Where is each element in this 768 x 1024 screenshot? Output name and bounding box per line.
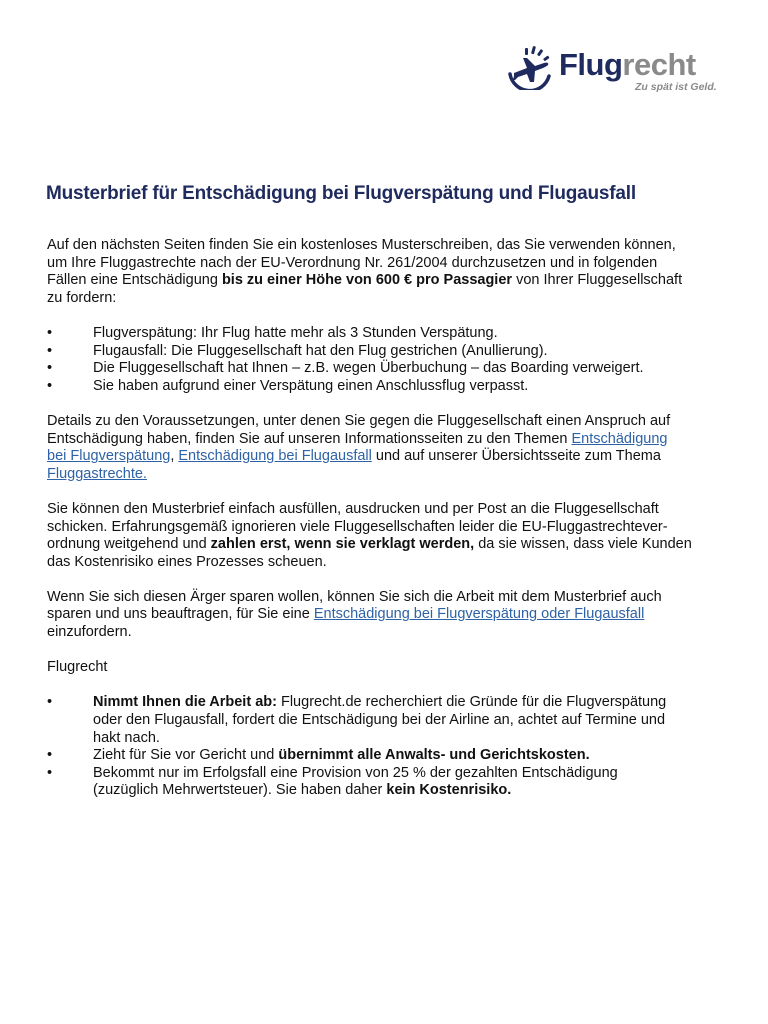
hire-line-2a: sparen und uns beauftragen, für Sie eine <box>47 606 314 623</box>
bullet: • <box>47 747 53 764</box>
bullet: • <box>47 694 53 711</box>
cases-list <box>47 325 727 395</box>
benefit-3-line-2a: (zuzüglich Mehrwertsteuer). Sie haben daher <box>93 782 387 799</box>
logo-word-recht: recht <box>622 47 696 82</box>
list-item <box>47 325 727 343</box>
benefit-1-bold: Nimmt Ihnen die Arbeit ab: <box>93 694 277 711</box>
bullet: • <box>47 377 53 394</box>
link-entschaedigung-verspaetung-ausfall[interactable]: Entschädigung bei Flugverspätung oder Flugausfall <box>313 606 645 623</box>
details-line-1: Details zu den Voraussetzungen, unter denen Sie gegen die Fluggesellschaft einen Anspruch auf <box>47 412 671 429</box>
benefit-3-line-1: Bekommt nur im Erfolgsfall eine Provision von 25 % der gezahlten Entschädigung <box>93 764 618 781</box>
airplane-logo-icon <box>505 42 557 90</box>
hire-line-1: Wenn Sie sich diesen Ärger sparen wollen, können Sie sich die Arbeit mit dem Musterbrief auch <box>47 588 662 605</box>
benefit-1-line-1: Flugrecht.de recherchiert die Gründe für die Flugverspätung <box>276 694 667 711</box>
list-item <box>47 343 727 361</box>
list-item <box>47 378 727 396</box>
link-fluggastrechte[interactable]: Fluggastrechte. <box>47 465 147 482</box>
letter-line-3c: da sie wissen, dass viele Kunden <box>474 536 692 553</box>
letter-highlight: zahlen erst, wenn sie verklagt werden, <box>210 536 475 553</box>
separator: , <box>170 448 179 465</box>
list-item <box>47 694 727 747</box>
intro-line-4: zu fordern: <box>47 289 117 306</box>
letter-line-3a: ordnung weitgehend und <box>47 536 211 553</box>
intro-line-1: Auf den nächsten Seiten finden Sie ein kostenloses Musterschreiben, das Sie verwenden können, <box>47 237 676 253</box>
bullet: • <box>47 324 53 341</box>
logo-wordmark <box>559 48 696 82</box>
bullet: • <box>47 360 53 377</box>
intro-amount-highlight: bis zu einer Höhe von 600 € pro Passagier <box>221 272 513 289</box>
company-name: Flugrecht <box>47 659 108 676</box>
flugrecht-logo <box>505 40 730 98</box>
details-line-2a: Entschädigung haben, finden Sie auf unseren Informationsseiten zu den Themen <box>47 430 572 447</box>
intro-line-3c: von Ihrer Fluggesellschaft <box>512 272 683 289</box>
document-body <box>47 237 727 818</box>
benefit-2-bold: übernimmt alle Anwalts- und Gerichtskosten. <box>278 747 590 764</box>
case-text: Die Fluggesellschaft hat Ihnen – z.B. wegen Überbuchung – das Boarding verweigert. <box>93 360 644 377</box>
hire-paragraph <box>47 589 727 642</box>
list-item <box>47 747 727 765</box>
page-title: Musterbrief für Entschädigung bei Flugverspätung und Flugausfall <box>46 183 636 204</box>
letter-paragraph <box>47 501 727 571</box>
benefit-1-line-2: oder den Flugausfall, fordert die Entschädigung bei der Airline an, achtet auf Termine und <box>93 712 666 729</box>
link-part-1[interactable]: Entschädigung <box>571 430 668 447</box>
logo-tagline: Zu spät ist Geld. <box>635 81 717 93</box>
details-paragraph <box>47 413 727 483</box>
intro-line-3a: Fällen eine Entschädigung <box>47 272 222 289</box>
letter-line-1: Sie können den Musterbrief einfach ausfüllen, ausdrucken und per Post an die Fluggesellschaft <box>47 500 659 517</box>
bullet: • <box>47 764 53 781</box>
list-item <box>47 360 727 378</box>
benefits-list <box>47 694 727 800</box>
hire-line-3: einzufordern. <box>47 624 132 641</box>
link-entschaedigung-flugausfall[interactable]: Entschädigung bei Flugausfall <box>178 448 372 465</box>
link-part-2[interactable]: bei Flugverspätung <box>47 448 171 465</box>
benefit-3-bold: kein Kostenrisiko. <box>386 782 512 799</box>
bullet: • <box>47 342 53 359</box>
letter-line-4: das Kostenrisiko eines Prozesses scheuen. <box>47 553 327 570</box>
logo-word-flug: Flug <box>559 47 623 82</box>
intro-paragraph <box>47 237 727 307</box>
letter-line-2: schicken. Erfahrungsgemäß ignorieren viele Fluggesellschaften leider die EU-Fluggastrechtever- <box>47 518 668 535</box>
benefit-1-line-3: hakt nach. <box>93 729 160 746</box>
case-text: Flugausfall: Die Fluggesellschaft hat den Flug gestrichen (Anullierung). <box>93 342 548 359</box>
case-text: Flugverspätung: Ihr Flug hatte mehr als 3 Stunden Verspätung. <box>93 324 498 341</box>
case-text: Sie haben aufgrund einer Verspätung einen Anschlussflug verpasst. <box>93 377 529 394</box>
list-item <box>47 765 727 800</box>
details-line-3b: und auf unserer Übersichtsseite zum Thema <box>371 448 661 465</box>
intro-line-2: um Ihre Fluggastrechte nach der EU-Verordnung Nr. 261/2004 durchzusetzen und in folgenden <box>47 254 658 271</box>
benefit-2-text: Zieht für Sie vor Gericht und <box>93 747 279 764</box>
